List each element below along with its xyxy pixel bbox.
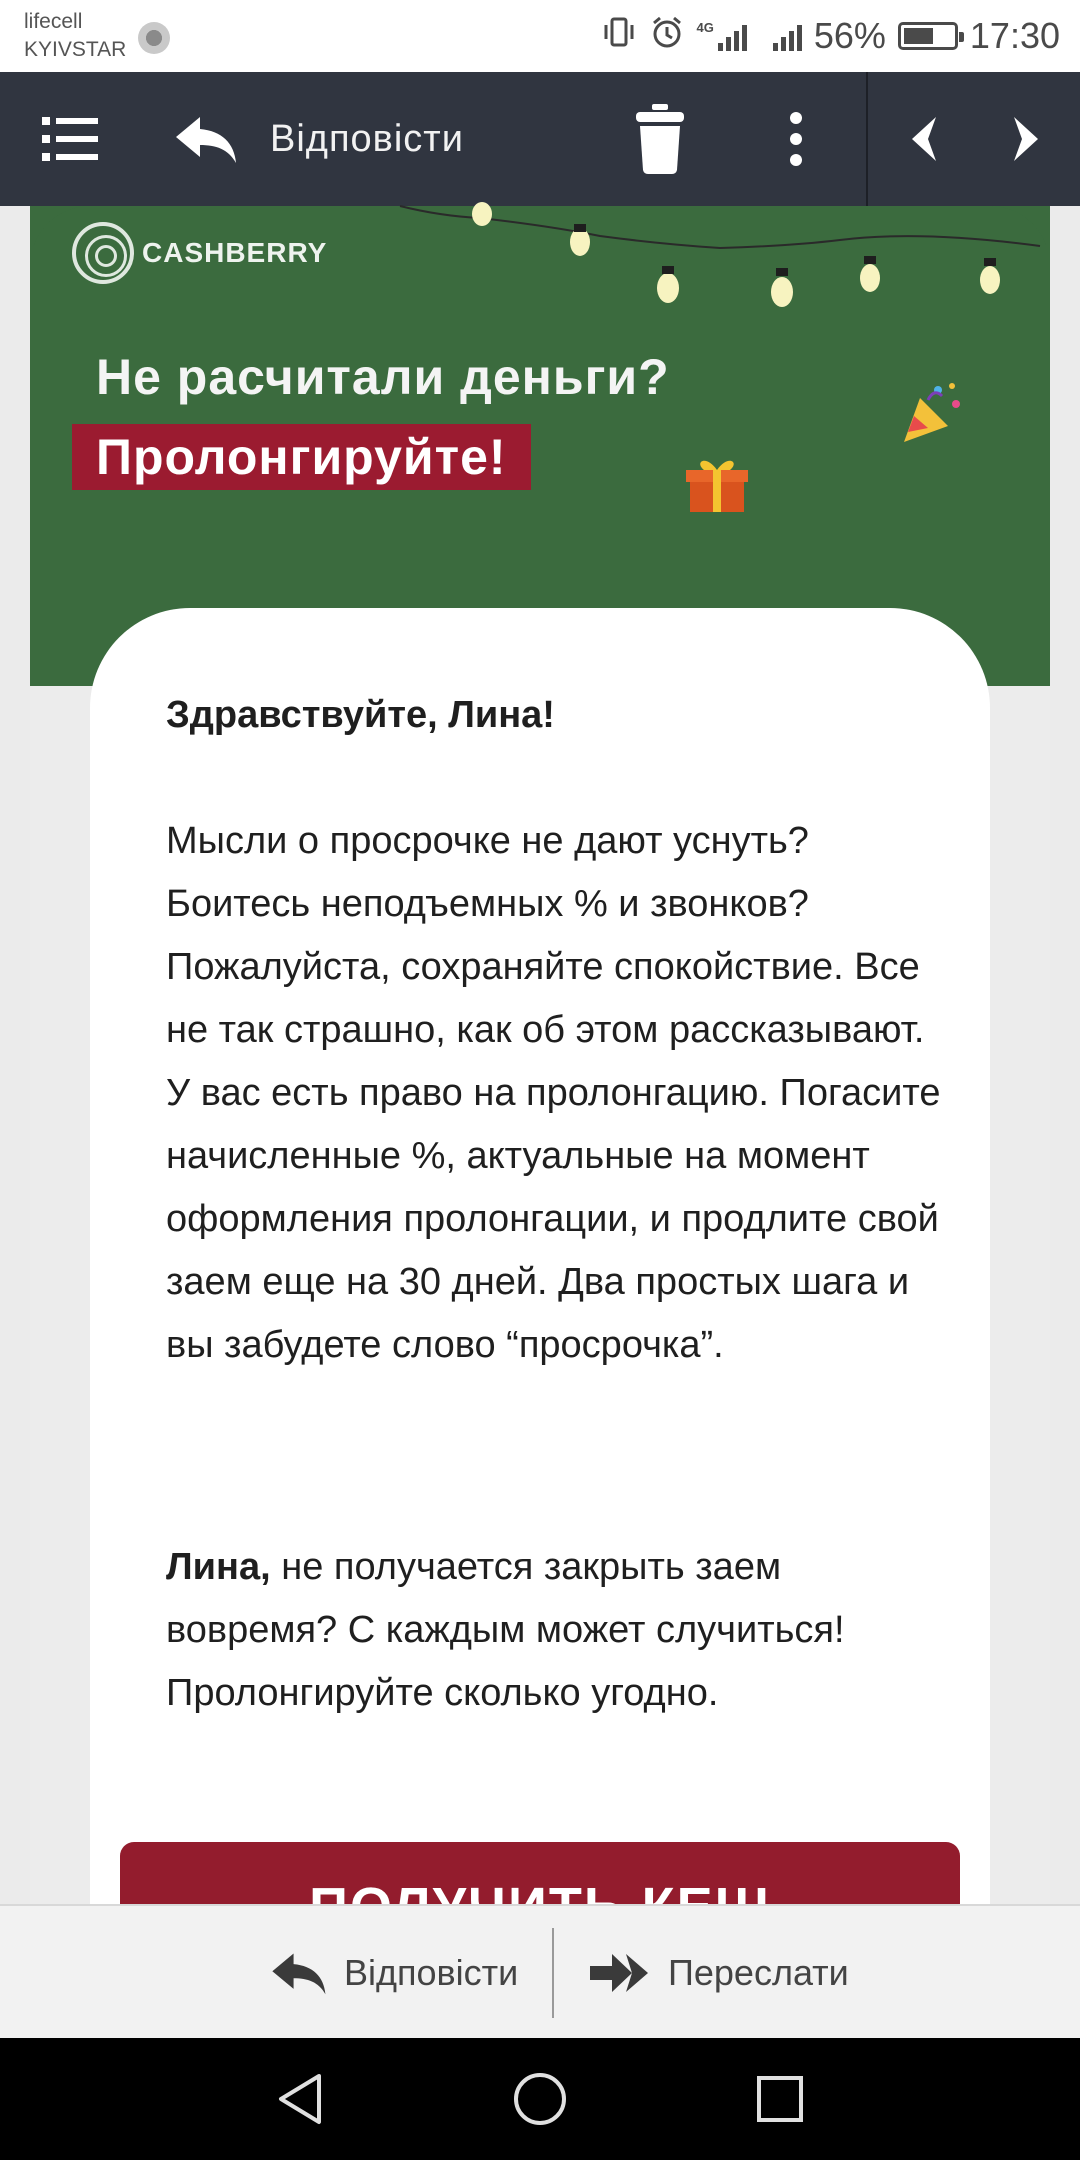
forward-action-button[interactable] xyxy=(590,1906,849,2040)
reply-icon xyxy=(268,1950,328,1996)
carrier-info xyxy=(24,8,126,64)
carrier-name-1: lifecell xyxy=(24,10,83,33)
reply-action-label: Відповісти xyxy=(344,1952,519,1993)
cashberry-logo xyxy=(72,222,327,284)
trash-icon xyxy=(634,104,686,174)
chevron-left-icon xyxy=(908,115,938,163)
home-nav-button[interactable] xyxy=(480,2038,600,2160)
signal-bars-1 xyxy=(718,21,747,51)
recents-nav-button[interactable] xyxy=(720,2038,840,2160)
previous-button[interactable] xyxy=(898,72,948,206)
email-body[interactable] xyxy=(0,206,1080,1904)
vibrate-icon xyxy=(601,14,637,59)
more-options-button[interactable] xyxy=(776,72,816,206)
forward-action-label: Переслати xyxy=(668,1952,849,1993)
email-margin-right xyxy=(990,686,1050,1986)
notification-icon xyxy=(138,22,170,54)
greeting: Здравствуйте, Лина! xyxy=(166,694,555,736)
gift-icon xyxy=(686,454,748,516)
menu-icon xyxy=(42,116,98,162)
recents-square-icon xyxy=(756,2075,804,2123)
back-triangle-icon xyxy=(275,2072,325,2126)
menu-button[interactable] xyxy=(30,72,110,206)
alarm-icon xyxy=(649,14,685,59)
action-bar-divider xyxy=(552,1928,554,2018)
logo-icon xyxy=(72,222,134,284)
toolbar-divider xyxy=(866,72,868,206)
reply-icon xyxy=(172,113,238,165)
network-4g-icon xyxy=(697,21,747,51)
message-paragraph-2 xyxy=(166,1536,946,1725)
battery-icon xyxy=(898,22,958,50)
message-paragraph: Мысли о просрочке не дают уснуть? Боитесь неподъемных % и звонков? Пожалуйста, сохраняйте спокойствие. Все не так страшно, как об этом рассказывают. У вас есть право на пролонгацию. Погасите начисленные %, актуальные на момент оформления пролонгации, и продлите свой заем еще на 30 дней. Два простых шага и вы забудете слово “просрочка”. xyxy=(166,820,941,1366)
reply-action-button[interactable] xyxy=(268,1906,518,2040)
logo-text: CASHBERRY xyxy=(142,237,328,268)
signal-bars-2 xyxy=(773,21,802,51)
paragraph-2-text: не получается закрыть заем вовремя? С каждым может случиться! Пролонгируйте сколько угодно. xyxy=(166,1546,845,1714)
more-vert-icon xyxy=(789,111,803,167)
carrier-name-2: KYIVSTAR xyxy=(24,38,127,61)
string-lights-decoration xyxy=(400,206,1060,356)
mail-toolbar xyxy=(0,72,1080,206)
network-type: 4G xyxy=(696,20,714,35)
status-icons xyxy=(601,12,1061,60)
clock: 17:30 xyxy=(969,15,1060,56)
action-bar xyxy=(0,1904,1080,2038)
chevron-right-icon xyxy=(1012,115,1042,163)
email-margin-left xyxy=(30,686,90,1986)
system-navigation-bar xyxy=(0,2038,1080,2160)
party-popper-icon xyxy=(898,378,968,448)
reply-button[interactable] xyxy=(165,72,245,206)
status-bar xyxy=(0,0,1080,72)
banner-headline: Не расчитали деньги? xyxy=(96,349,670,405)
recipient-name: Лина, xyxy=(166,1546,271,1588)
banner-subheadline: Пролонгируйте! xyxy=(72,424,531,490)
forward-icon xyxy=(590,1950,652,1996)
next-button[interactable] xyxy=(1002,72,1052,206)
delete-button[interactable] xyxy=(630,72,690,206)
home-circle-icon xyxy=(512,2071,568,2127)
battery-percent: 56% xyxy=(813,15,886,56)
back-nav-button[interactable] xyxy=(240,2038,360,2160)
toolbar-title: Відповісти xyxy=(270,118,464,160)
